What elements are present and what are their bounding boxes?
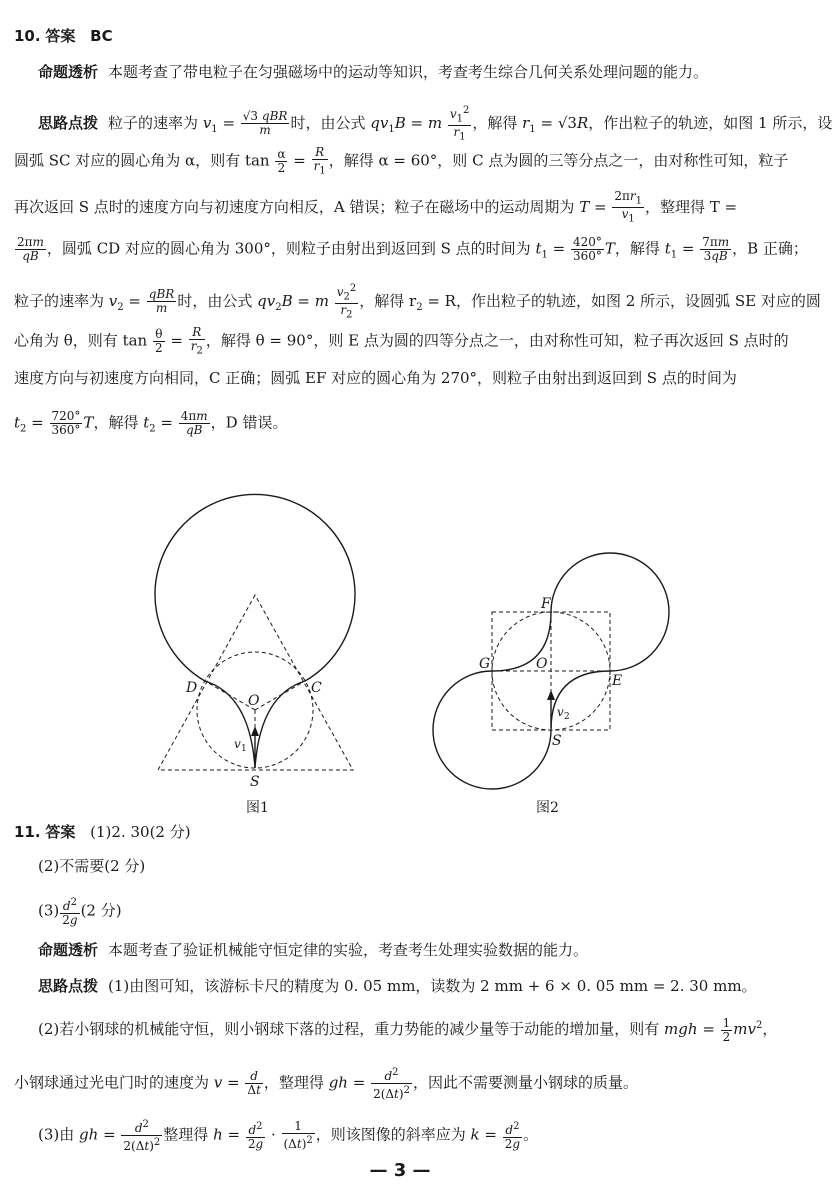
q10-hint-line3: 再次返回 S 点时的速度方向与初速度方向相反，A 错误；粒子在磁场中的运动周期为 T = $\frac{2\pi r_1}{v_1}$ ，整理得 T = (14, 189, 738, 225)
q11-number: 11. (14, 823, 41, 841)
text: 整理得 (163, 1125, 209, 1144)
text: (2 分) (80, 901, 122, 920)
text: ，解得 (93, 413, 139, 432)
q11-answer-1: (1)2. 30(2 分) (90, 823, 191, 841)
q10-hint-line6: 心角为 θ，则有 tan $\frac{\theta}{2}$ = $\frac{R}{r_2}$ ，解得 θ = 90°，则 E 点为圆的四等分点之一，由对称性可知，粒子再次返回 S 点时的 (14, 325, 789, 357)
text: 再次返回 S 点时的速度方向与初速度方向相反，A 错误；粒子在磁场中的运动周期为 (14, 197, 575, 216)
text: ，圆弧 CD 对应的圆心角为 300°，则粒子由射出到返回到 S 点的时间为 (46, 239, 531, 258)
fig1-trajectory-arc (155, 494, 355, 681)
text: 圆弧 SC 对应的圆心角为 α，则有 tan (14, 151, 270, 170)
figures (0, 500, 800, 820)
text: (3)由 (38, 1125, 75, 1144)
q10-analysis (38, 62, 786, 82)
text: ，解得 r (359, 291, 417, 310)
q11-analysis (38, 940, 786, 960)
q11-answer-line (14, 822, 786, 842)
text: ，解得 θ = 90°，则 E 点为圆的四等分点之一，由对称性可知，粒子再次返回 S 点时的 (205, 331, 789, 350)
fig2-label-vsub: 2 (564, 712, 570, 722)
fig1-arc-sc (255, 681, 305, 768)
fig1-labels (185, 680, 322, 816)
fig2-arrow-head (547, 690, 555, 700)
q11-answer-3: (3) $\frac{d^2}{2g}$ (2 分) (38, 897, 122, 927)
text: ，则该图像的斜率应为 (315, 1125, 466, 1144)
text: ，因此不需要测量小钢球的质量。 (412, 1073, 638, 1092)
text: ，作出粒子的轨迹，如图 1 所示，设 (588, 113, 832, 132)
fig1-label-d: D (186, 680, 198, 696)
text: (1)由图可知，该游标卡尺的精度为 0. 05 mm，读数为 2 mm + 6 × 0. 05 mm = 2. 30 mm。 (108, 977, 757, 995)
q10-hint-line5: 粒子的速率为 $v_2$ = $\frac{\text{qBR}}{m}$ 时，由公式 $qv_2B = m$ $\frac{v_2^2}{r_2}$ ，解得 $r_2 = R$，作出粒子的轨迹，如图 2 所示，设圆弧 SE 对应的圆 (14, 283, 821, 321)
q10-hint-line7 (14, 368, 786, 388)
q10-hint-line1: 思路点拨 粒子的速率为 $v_1$ = $\frac{\text{√3 qBR}}{m}$ 时，由公式 $qv_1B = m$ $\frac{v_1^2}{r_1}$ ，解得 $r_1 = √3R$，作出粒子的轨迹，如图 1 所示，设 (38, 105, 832, 143)
text: ，B 正确； (732, 239, 808, 258)
q11-hint-line2: (2)若小钢球的机械能守恒，则小钢球下落的过程，重力势能的减少量等于动能的增加量，则有 mgh = $\frac{1}{2}$ $mv^2$， (38, 1015, 778, 1044)
text: 粒子的速率为 (108, 113, 199, 132)
text: (2)若小钢球的机械能守恒，则小钢球下落的过程，重力势能的减少量等于动能的增加量，则有 (38, 1020, 660, 1038)
text: = R，作出粒子的轨迹，如图 2 所示，设圆弧 SE 对应的圆 (422, 291, 821, 310)
text: (3) (38, 901, 60, 920)
q10-hint-line8: $t_2$ = $\frac{720^\circ}{360^\circ}$ T，解得 $t_2$ = $\frac{4\pi m}{qB}$ ，D 错误。 (14, 409, 288, 437)
fig1-caption: 图1 (246, 800, 269, 816)
analysis-text: 本题考查了带电粒子在匀强磁场中的运动等知识，考查考生综合几何关系处理问题的能力。 (108, 63, 709, 81)
fig2-label-s: S (552, 733, 562, 749)
hint-label: 思路点拨 (38, 977, 99, 995)
q11-hint-line1 (38, 976, 786, 996)
hint-label: 思路点拨 (38, 113, 99, 132)
figure-1 (155, 494, 355, 770)
page-number: — 3 — (369, 1160, 431, 1181)
fig2-arc-se (551, 671, 610, 730)
text: 心角为 θ，则有 tan (14, 331, 148, 350)
text: ，整理得 T = (644, 197, 738, 216)
fig2-label-f: F (541, 596, 551, 612)
q10-number: 10. (14, 27, 41, 45)
fig1-label-s: S (250, 774, 260, 790)
text: 速度方向与初速度方向相同，C 正确；圆弧 EF 对应的圆心角为 270°，则粒子由射出到返回到 S 点的时间为 (14, 369, 737, 387)
fig1-label-vsub: 1 (241, 744, 247, 754)
q11-answer-2 (38, 856, 786, 876)
fig1-label-c: C (311, 680, 322, 696)
text: (2)不需要(2 分) (38, 857, 146, 875)
text: 粒子的速率为 (14, 291, 105, 310)
fig2-caption: 图2 (536, 800, 559, 816)
analysis-text: 本题考查了验证机械能守恒定律的实验，考查考生处理实验数据的能力。 (108, 941, 589, 959)
q10-answer-line (14, 26, 786, 46)
q11-hint-line3: 小钢球通过光电门时的速度为 v = $\frac{d}{\Delta t}$ ，整理得 gh = $\frac{d^2}{2(\Delta t)^2}$ ，因此不需要测量小钢球的质量。 (14, 1067, 638, 1101)
q10-hint-line4: $\frac{2\pi m}{qB}$ ，圆弧 CD 对应的圆心角为 300°，则粒子由射出到返回到 S 点的时间为 $t_1$ = $\frac{420^\circ}{360^\circ}$ T，解得 $t_1$ = $\frac{7\pi m}{3qB}$ ，B 正确； (17, 235, 808, 263)
q10-hint-line2: 圆弧 SC 对应的圆心角为 α，则有 tan $\frac{\alpha}{2}$ = $\frac{R}{r_1}$ ，解得 α = 60°，则 C 点为圆的三等分点之一，由对称性可知，粒子 (14, 145, 789, 177)
figure-2 (433, 553, 669, 789)
text: 小钢球通过光电门时的速度为 (14, 1073, 210, 1092)
fig1-arrow-head (251, 726, 259, 736)
analysis-label: 命题透析 (38, 63, 99, 81)
q11-hint-line4: (3)由 gh = $\frac{d^2}{2(\Delta t)^2}$ 整理得 h = $\frac{d^2}{2g}$ · $\frac{1}{(\Delta t)^2}$ ，则该图像的斜率应为 k = $\frac{d^2}{2g}$ 。 (38, 1119, 539, 1153)
fig2-label-v: v (557, 705, 564, 719)
fig2-label-g: G (479, 656, 491, 672)
q10-answer-label: 答案 (45, 27, 76, 45)
analysis-label: 命题透析 (38, 941, 99, 959)
q11-answer-label: 答案 (45, 823, 76, 841)
fig2-arc-upper (551, 553, 669, 671)
text: ，整理得 (263, 1073, 324, 1092)
q10-answer: BC (90, 27, 113, 45)
fig1-label-o: O (248, 693, 260, 709)
text: ，解得 (472, 113, 518, 132)
text: ，D 错误。 (210, 413, 288, 432)
text: ，解得 (614, 239, 660, 258)
fig2-label-o: O (536, 656, 548, 672)
text: 时，由公式 (177, 291, 253, 310)
fig2-label-e: E (612, 673, 623, 689)
text: 。 (523, 1125, 539, 1144)
text: 时，由公式 (290, 113, 366, 132)
text: ，解得 α = 60°，则 C 点为圆的三等分点之一，由对称性可知，粒子 (328, 151, 789, 170)
fig1-label-v: v (234, 737, 241, 751)
